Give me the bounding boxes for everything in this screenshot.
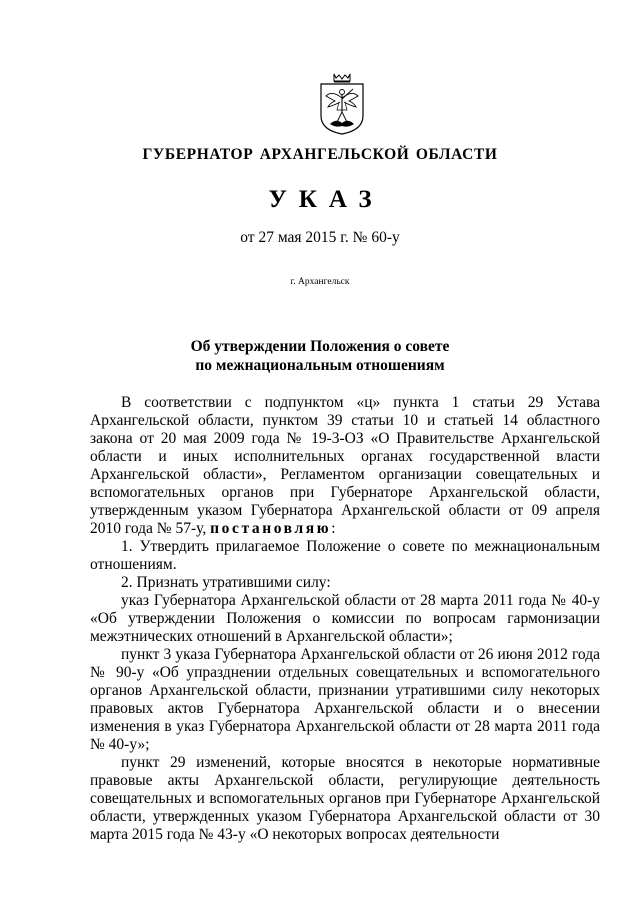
- document-title: [0, 337, 640, 375]
- item-2c-paragraph: пункт 29 изменений, которые вносятся в некоторые нормативные правовые акты Архангельской области, регулирующие деятельность совещательных и вспомогательных органов при Губернаторе Архангельской области, утвержденных указом Губернатора Архангельской области от 30 марта 2015 года № 43-у «О некоторых вопросах деятельности: [90, 754, 600, 843]
- issuing-authority: ГУБЕРНАТОР АРХАНГЕЛЬСКОЙ ОБЛАСТИ: [142, 146, 498, 163]
- document-title-line-1: Об утверждении Положения о совете: [190, 338, 450, 355]
- item-2a-paragraph: указ Губернатора Архангельской области от 28 марта 2011 года № 40-у «Об утверждении Положения о комиссии по вопросам гармонизации межэтнических отношений в Архангельской области»;: [90, 592, 600, 645]
- document-type: УКАЗ: [268, 186, 384, 213]
- document-body: [90, 394, 600, 844]
- item-1-paragraph: 1. Утвердить прилагаемое Положение о совете по межнациональным отношениям.: [90, 538, 600, 573]
- document-city: г. Архангельск: [290, 277, 350, 287]
- preamble-text: В соответствии с подпунктом «ц» пункта 1 статьи 29 Устава Архангельской области, пунктом 39 статьи 10 и статьей 14 областного закона от 20 мая 2009 года № 19-3-ОЗ «О Правительстве Архангельской области и иных исполнительных органах государственной власти Архангельской области», Регламентом организации совещательных и вспомогательных органов при Губернаторе Архангельской области, утвержденным указом Губернатора Архангельской области от 09 апреля 2010 года № 57-у,: [90, 394, 600, 537]
- document-title-line-2: по межнациональным отношениям: [195, 357, 445, 374]
- decree-colon: :: [331, 520, 336, 537]
- preamble-paragraph: [90, 394, 600, 538]
- item-2-paragraph: 2. Признать утратившими силу:: [121, 574, 331, 591]
- document-date-number: от 27 мая 2015 г. № 60-у: [240, 229, 400, 246]
- decree-word: постановляю: [210, 520, 332, 537]
- coat-of-arms-icon: [316, 72, 368, 136]
- item-2b-paragraph: пункт 3 указа Губернатора Архангельской области от 26 июня 2012 года № 90-у «Об упразднении отдельных совещательных и вспомогательного органов Архангельской области, признании утратившими силу некоторых правовых актов Губернатора Архангельской области и о внесении изменения в указ Губернатора Архангельской области от 28 марта 2011 года № 40-у»;: [90, 646, 600, 753]
